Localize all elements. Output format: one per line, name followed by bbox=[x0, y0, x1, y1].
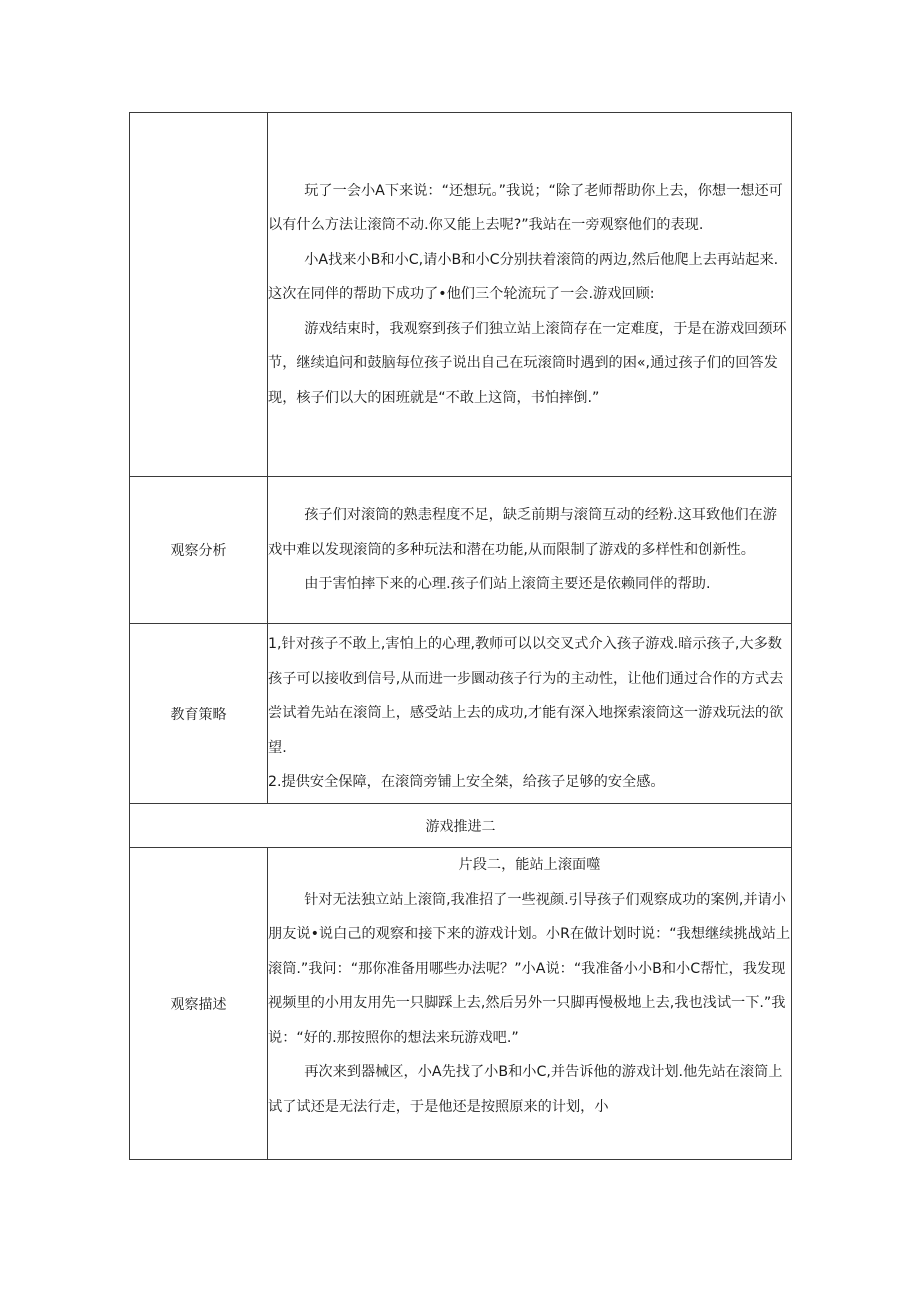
analysis-cell bbox=[268, 477, 792, 624]
table-row-strategy bbox=[130, 624, 792, 804]
table-row-section-title bbox=[130, 804, 792, 848]
row-label-analysis: 观察分析 bbox=[130, 477, 268, 624]
table-row-description bbox=[130, 848, 792, 1160]
table-row-gameplay bbox=[130, 113, 792, 477]
row-label-description: 观察描述 bbox=[130, 848, 268, 1160]
paragraph: 针对无法独立站上滚筒,我准招了一些视颜.引导孩子们观察成功的案例,并请小朋友说•说白己的观察和接下来的游戏计划。小R在做计划时说：“我想继续挑战站上滚筒.”我问：“那你准备用哪些办法呢？”小A说：“我准备小小B和小C帮忙，我发现视频里的小用友用先一只脚踩上去,然后另外一只脚再慢极地上去,我也浅试一下.”我说：“好的.那按照你的想法来玩游戏吧.” bbox=[268, 891, 791, 1046]
paragraph: 孩子们对滚筒的熟恚程度不足，缺乏前期与滚筒互动的经粉.这耳致他们在游戏中难以发现滚筒的多种玩法和潜在功能,从而限制了游戏的多样性和创新性。 bbox=[268, 507, 777, 558]
table-row-analysis bbox=[130, 477, 792, 624]
row-label-strategy: 教育策略 bbox=[130, 624, 268, 804]
paragraph: 游戏结束时，我观察到孩子们独立站上滚筒存在一定难度，于是在游戏回颈环节，继续追问和鼓脑每位孩子说出自己在玩滚筒时遇到的困«,通过孩子们的回答发现，核子们以大的困班就是“不敢上这筒，书怕摔倒.” bbox=[268, 320, 787, 406]
paragraph: 由于害怕摔下来的心理.孩子们站上滚筒主要还是依赖同伴的帮助. bbox=[304, 576, 711, 593]
description-cell bbox=[268, 848, 792, 1160]
strategy-cell bbox=[268, 624, 792, 804]
gameplay-description-cell bbox=[268, 113, 792, 477]
paragraph: 再次来到器械区，小A先找了小B和小C,并告诉他的游戏计划.他先站在滚筒上试了试还是无法行走，于是他还是按照原来的计划，小 bbox=[268, 1064, 783, 1115]
section-title: 游戏推进二 bbox=[130, 804, 792, 848]
paragraph: 1,针对孩子不敢上,害怕上的心理,教师可以以交叉式介入孩子游戏.暗示孩子,大多数孩子可以接收到信号,从而进一步圜动孩子行为的主动性，让他们通过合作的方式去尝试着先站在滚筒上，感受站上去的成功,才能有深入地探索滚筒这一游戏玩法的欲望. bbox=[268, 636, 784, 756]
paragraph: 2.提供安全保障，在滚筒旁铺上安全桀，给孩子足够的安全感。 bbox=[268, 774, 665, 791]
paragraph: 小A找来小B和小C,请小B和小C分别扶着滚筒的两边,然后他爬上去再站起来.这次在同伴的帮助下成功了•他们三个轮流玩了一会.游戏回顾: bbox=[268, 251, 779, 303]
segment-heading: 片段二，能站上滚面噬 bbox=[458, 857, 601, 873]
row-label-empty bbox=[130, 113, 268, 477]
observation-table bbox=[129, 112, 792, 1160]
paragraph: 玩了一会小A下来说：“还想玩。”我说；“除了老师帮助你上去，你想一想还可以有什么方法让滚筒不动.你又能上去呢?”我站在一旁观察他们的表现. bbox=[268, 182, 783, 234]
